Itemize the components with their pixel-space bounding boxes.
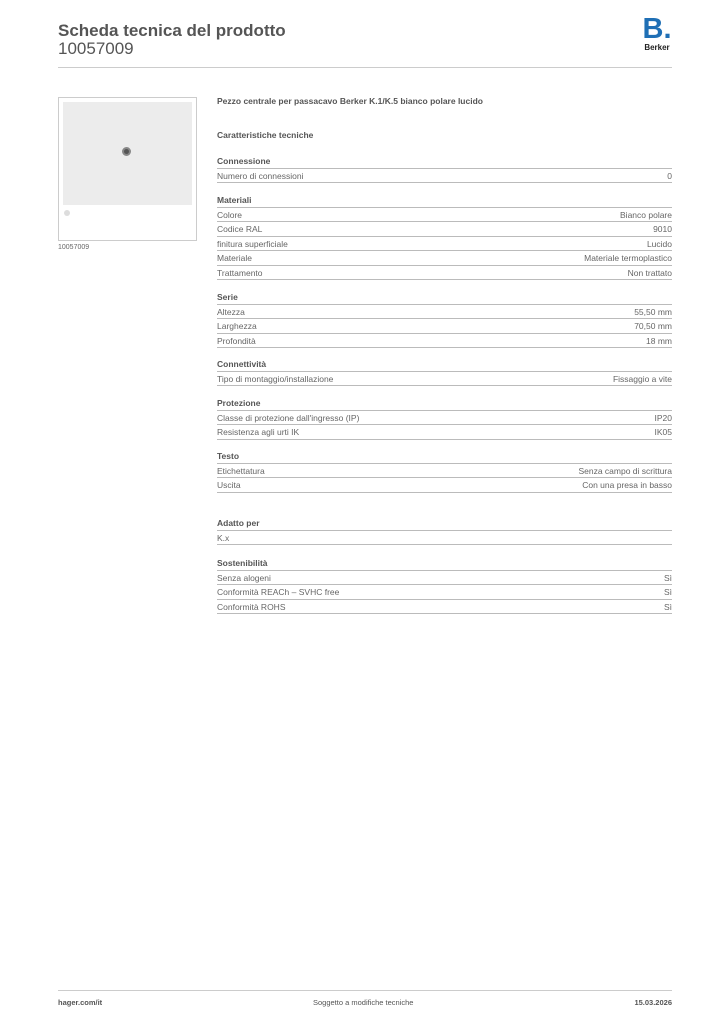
logo-mark: B. (642, 13, 672, 45)
spec-row (217, 425, 672, 440)
spec-row (217, 585, 672, 600)
section-0 (217, 154, 672, 183)
section-1 (217, 193, 672, 280)
spec-value: 9010 (653, 224, 672, 234)
spec-label: Conformità REACh – SVHC free (217, 587, 340, 597)
spec-label: Conformità ROHS (217, 601, 286, 612)
spec-row (217, 411, 672, 426)
header-divider (58, 67, 672, 68)
spec-row (217, 319, 672, 334)
spec-value: Bianco polare (620, 209, 672, 220)
spec-row (217, 305, 672, 320)
spec-label: Uscita (217, 480, 241, 490)
spec-value: 18 mm (646, 335, 672, 346)
spec-value: Non trattato (627, 267, 672, 278)
spec-label: Trattamento (217, 267, 263, 278)
spec-label: Numero di connessioni (217, 170, 304, 181)
spec-label: Tipo di montaggio/installazione (217, 373, 334, 384)
spec-value: Con una presa in basso (582, 480, 672, 490)
spec-row (217, 478, 672, 493)
spec-row (217, 600, 672, 615)
spec-row (217, 237, 672, 252)
spec-value: 55,50 mm (634, 306, 672, 317)
section-title: Protezione (217, 396, 672, 411)
spec-label: Etichettatura (217, 465, 265, 476)
spec-label: Altezza (217, 306, 245, 317)
product-image (58, 97, 197, 241)
footer-note: Soggetto a modifiche tecniche (313, 998, 414, 1007)
spec-value: Fissaggio a vite (612, 373, 672, 384)
spec-label: Classe di protezione dall'ingresso (IP) (217, 412, 360, 423)
spec-row (217, 571, 672, 586)
spec-label: Larghezza (217, 321, 257, 331)
section-3 (217, 357, 672, 386)
section-title: Connessione (217, 154, 672, 169)
spec-row (217, 251, 672, 266)
spec-row (217, 222, 672, 237)
page-title: Scheda tecnica del prodotto (58, 21, 286, 40)
thumbnail-dot[interactable] (64, 210, 70, 216)
spec-row (217, 208, 672, 223)
spec-value: Senza campo di scrittura (578, 465, 672, 476)
spec-label: Resistenza agli urti IK (217, 427, 300, 437)
spec-value: Lucido (646, 238, 672, 249)
product-title: Pezzo centrale per passacavo Berker K.1/K.5 bianco polare lucido (217, 96, 483, 106)
section-title: Adatto per (217, 516, 672, 531)
section-title: Materiali (217, 193, 672, 208)
cable-hole (122, 147, 131, 156)
image-caption: 10057009 (58, 244, 90, 251)
spec-row (217, 464, 672, 479)
footer-divider (58, 990, 672, 991)
spec-value: IK05 (654, 427, 672, 437)
berker-logo (640, 15, 674, 52)
section-title: Testo (217, 449, 672, 464)
spec-value: Sì (663, 572, 672, 583)
spec-value: 0 (667, 170, 672, 181)
spec-row (217, 531, 672, 546)
section-7 (217, 556, 672, 614)
spec-row (217, 266, 672, 281)
section-2 (217, 290, 672, 348)
spec-label: Profondità (217, 335, 256, 346)
footer-website[interactable]: hager.com/it (58, 998, 103, 1007)
section-6 (217, 516, 672, 545)
spec-value: Materiale termoplastico (584, 253, 672, 263)
spec-label: K.x (217, 532, 230, 543)
logo-name: Berker (644, 43, 670, 52)
spec-value: 70,50 mm (634, 321, 672, 331)
section-5 (217, 449, 672, 493)
spec-value: Sì (663, 601, 672, 612)
section-title: Sostenibilità (217, 556, 672, 571)
spec-row (217, 334, 672, 349)
spec-value: IP20 (654, 412, 672, 423)
spec-label: Senza alogeni (217, 572, 271, 583)
characteristics-heading: Caratteristiche tecniche (217, 130, 314, 140)
spec-row (217, 372, 672, 387)
section-title: Connettività (217, 357, 672, 372)
section-title: Serie (217, 290, 672, 305)
spec-label: Colore (217, 209, 243, 220)
spec-label: Codice RAL (217, 224, 263, 234)
section-4 (217, 396, 672, 440)
spec-row (217, 169, 672, 184)
spec-label: Materiale (217, 253, 252, 263)
product-id: 10057009 (58, 39, 134, 58)
footer-date: 15.03.2026 (634, 998, 672, 1007)
spec-label: finitura superficiale (217, 238, 288, 249)
spec-value: Sì (663, 587, 672, 597)
